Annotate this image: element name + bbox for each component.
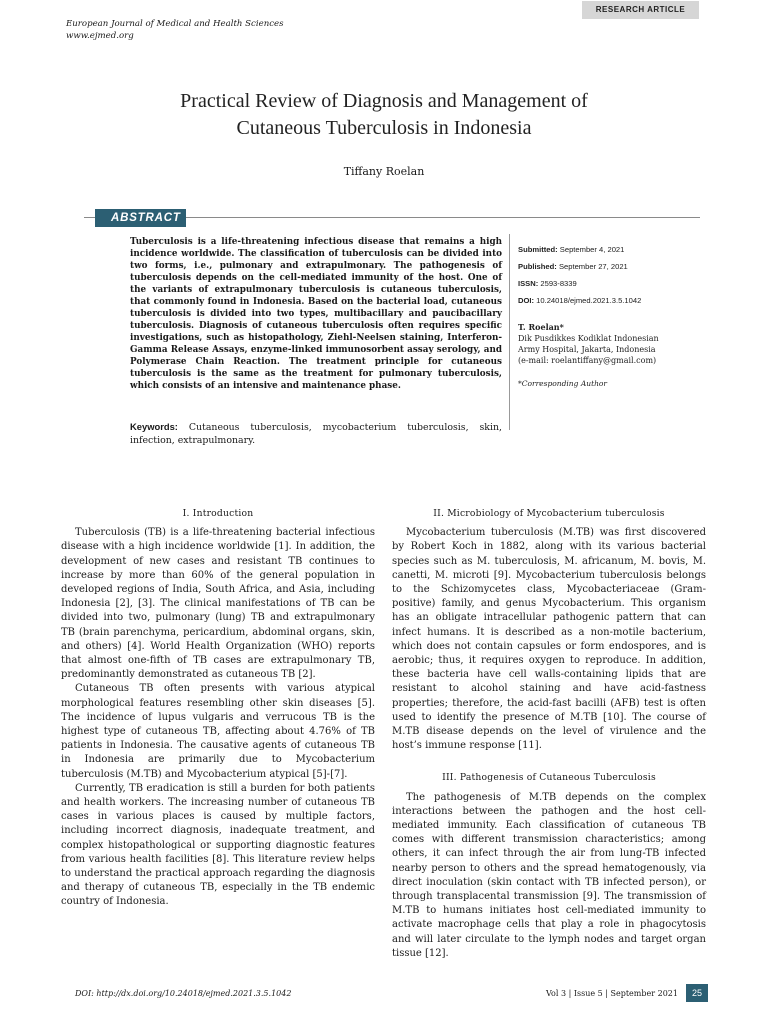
abstract-divider bbox=[509, 234, 510, 430]
footer-volume: Vol 3 | Issue 5 | September 2021 bbox=[546, 989, 678, 998]
section-heading-pathogenesis: III. Pathogenesis of Cutaneous Tuberculosis bbox=[442, 772, 656, 784]
journal-header bbox=[66, 18, 284, 42]
doi-link[interactable]: 10.24018/ejmed.2021.3.5.1042 bbox=[536, 296, 642, 305]
article-type-badge: RESEARCH ARTICLE bbox=[582, 1, 699, 19]
issn-row bbox=[518, 278, 718, 289]
micro-paragraph-1: Mycobacterium tuberculosis (M.TB) was first discovered by Robert Koch in 1882, along with its various bacterial species such as M. tuberculosis, M. africanum, M. bovis, M. canetti, M. microti [9]. Mycobacterium tuberculosis belongs to the Schizomycetes class, Mycobacteriaceae (Gram-positive) family, and genus Mycobacterium. This organism has an obligate intracellular pathogenic pattern that can infect humans. It is described as a non-motile bacterium, which does not contain capsules or form endospores, and is aerobic; thus, it requires oxygen to reproduce. In addition, these bacteria have cell walls-containing lipids that are resistant to alcohol staining and have acid-fastness properties; therefore, the acid-fast bacilli (AFB) test is often used to identify the presence of M.TB [10]. The course of M.TB disease depends on the level of virulence and the host’s immune response [11]. bbox=[392, 527, 706, 752]
published-label: Published: bbox=[518, 262, 557, 271]
keywords-text: Cutaneous tuberculosis, mycobacterium tuberculosis, skin, infection, extrapulmonary. bbox=[130, 422, 502, 446]
journal-url: www.ejmed.org bbox=[66, 31, 134, 41]
footer-doi[interactable]: DOI: http://dx.doi.org/10.24018/ejmed.2021.3.5.1042 bbox=[75, 989, 292, 998]
author: Tiffany Roelan bbox=[343, 165, 425, 178]
right-column bbox=[392, 507, 706, 961]
journal-name: European Journal of Medical and Health Sciences bbox=[66, 19, 284, 29]
section-heading-microbiology: II. Microbiology of Mycobacterium tuberculosis bbox=[433, 508, 665, 519]
published-row bbox=[518, 261, 718, 272]
title-line-2: Cutaneous Tuberculosis in Indonesia bbox=[236, 117, 532, 139]
submitted-date: September 4, 2021 bbox=[559, 245, 625, 254]
section-spacer bbox=[392, 753, 706, 771]
corresponding-note: *Corresponding Author bbox=[518, 379, 608, 388]
paper-title bbox=[60, 88, 708, 142]
corresponding-author bbox=[518, 322, 718, 366]
published-date: September 27, 2021 bbox=[558, 262, 628, 271]
issn-value: 2593-8339 bbox=[540, 279, 577, 288]
article-meta bbox=[518, 244, 718, 389]
corr-affiliation-1: Dik Pusdikkes Kodiklat Indonesian bbox=[518, 334, 659, 343]
intro-paragraph-2: Cutaneous TB often presents with various atypical morphological features resembling other skin diseases [5]. The incidence of lupus vulgaris and verrucous TB is the highest type of cutaneous TB, affecting about 4.76% of TB patients in Indonesia. The causative agents of cutaneous TB in Indonesia are primarily due to Mycobacterium tuberculosis (M.TB) and Mycobacterium atypical [5]-[7]. bbox=[61, 683, 375, 780]
submitted-label: Submitted: bbox=[518, 245, 558, 254]
submitted-row bbox=[518, 244, 718, 255]
abstract-label: ABSTRACT bbox=[95, 209, 186, 227]
title-line-1: Practical Review of Diagnosis and Management of bbox=[180, 90, 588, 112]
abstract-text: Tuberculosis is a life-threatening infectious disease that remains a high incidence worldwide. The classification of tuberculosis can be divided into two forms, i.e., pulmonary and extrapulmonary. The pathogenesis of tuberculosis depends on the cell-mediated immunity of the host. One of the variants of extrapulmonary tuberculosis is cutaneous tuberculosis, that commonly found in Indonesia. Based on the bacterial load, cutaneous tuberculosis is divided into two types, multibacillary and paucibacillary tuberculosis. Diagnosis of cutaneous tuberculosis often requires specific investigations, such as histopathology, Ziehl-Neelsen staining, Interferon-Gamma Release Assays, enzyme-linked immunosorbent assay serology, and Polymerase Chain Reaction. The treatment principle for cutaneous tuberculosis is the same as the treatment for pulmonary tuberculosis, which consists of an intensive and maintenance phase. bbox=[130, 237, 502, 391]
intro-paragraph-1: Tuberculosis (TB) is a life-threatening bacterial infectious disease with a high incidence worldwide [1]. In addition, the development of new cases and resistant TB continues to increase by more than 60% of the general population in developed regions of India, South Africa, and Asia, including Indonesia [2], [3]. The clinical manifestations of TB can be divided into two, pulmonary (lung) TB and extrapulmonary TB (brain parenchyma, pericardium, abdominal organs, skin, and others) [4]. World Health Organization (WHO) reports that almost one-fifth of TB cases are extrapulmonary TB, predominantly demonstrated as cutaneous TB [2]. bbox=[61, 527, 375, 681]
section-heading-introduction: I. Introduction bbox=[182, 508, 254, 519]
patho-paragraph-1: The pathogenesis of M.TB depends on the complex interactions between the pathogen and the host cell-mediated immunity. Each classification of cutaneous TB comes with different transmission characteristics; among others, it can infect through the air from lung-TB infected nearby person to others and the spread hematogenously, via direct inoculation (skin contact with TB infected person), or through transplacental transmission [9]. The transmission of M.TB to humans initiates host cell-mediated immunity to activate macrophage cells that play a role in phagocytosis and will later circulate to the lymph nodes and target organ tissue [12]. bbox=[392, 791, 706, 959]
doi-row bbox=[518, 295, 718, 306]
corr-affiliation-2: Army Hospital, Jakarta, Indonesia bbox=[518, 345, 656, 354]
left-column bbox=[61, 507, 375, 910]
page-number: 25 bbox=[686, 984, 708, 1002]
corr-email[interactable]: (e-mail: roelantiffany@gmail.com) bbox=[518, 356, 657, 365]
keywords-label: Keywords: bbox=[130, 421, 178, 432]
keywords bbox=[130, 421, 502, 447]
issn-label: ISSN: bbox=[518, 279, 539, 288]
doi-label: DOI: bbox=[518, 296, 535, 305]
corr-name: T. Roelan* bbox=[518, 322, 564, 332]
intro-paragraph-3: Currently, TB eradication is still a burden for both patients and health workers. The increasing number of cutaneous TB cases in various places is caused by multiple factors, including incorrect diagnosis, inadequate treatment, and complex histopathological or supporting diagnostic features from various health facilities [8]. This literature review helps to understand the practical approach regarding the diagnosis and therapy of cutaneous TB, especially in the TB endemic country of Indonesia. bbox=[61, 782, 375, 908]
